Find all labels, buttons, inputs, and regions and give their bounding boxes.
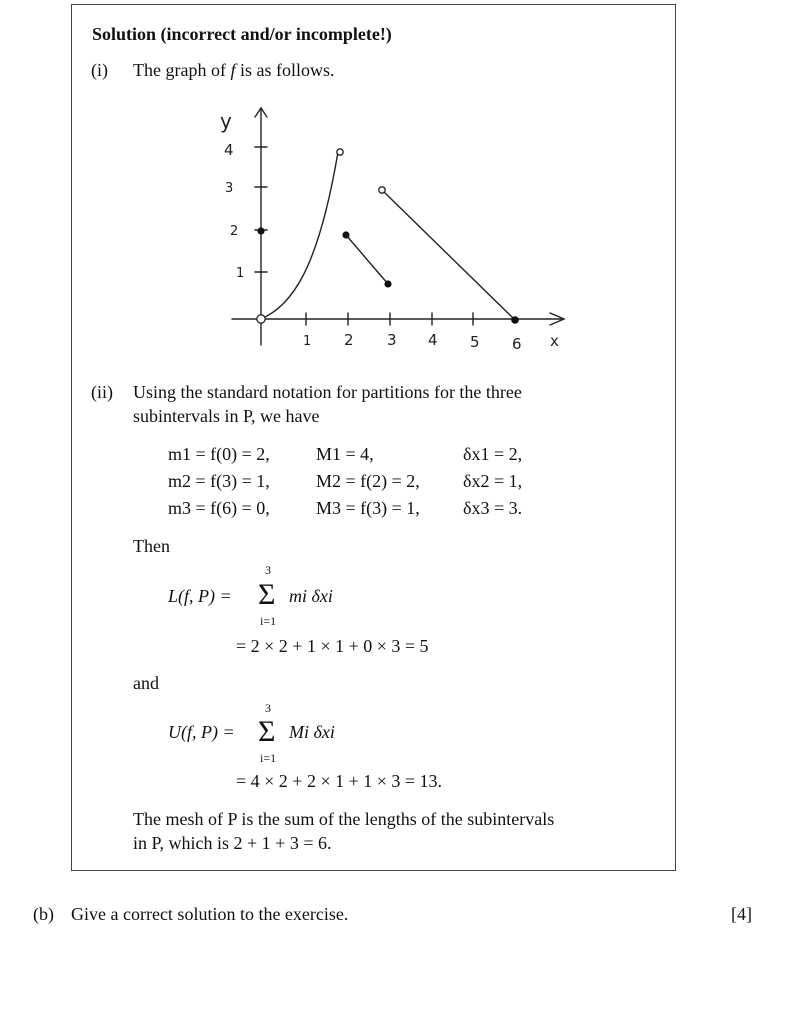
closed-point — [257, 227, 264, 234]
dx3-equation: δx3 = 3. — [463, 498, 523, 518]
lower-sum-lhs: L(f, P) = — [168, 586, 232, 606]
dx1-equation: δx1 = 2, — [463, 444, 523, 464]
function-graph — [210, 100, 590, 355]
lower-sum-lower-limit: i=1 — [260, 614, 277, 628]
m3-equation: m3 = f(6) = 0, — [168, 498, 270, 518]
x-tick-label: 2 — [344, 331, 354, 349]
lower-sum-sigma: Σ — [258, 578, 276, 611]
mesh-line1: The mesh of P is the sum of the lengths of the subintervals — [133, 809, 555, 829]
open-point — [337, 149, 343, 155]
y-axis-label: y — [220, 109, 232, 133]
upper-sum-lhs: U(f, P) = — [168, 722, 235, 742]
mesh-line2: in P, which is 2 + 1 + 3 = 6. — [133, 833, 332, 853]
closed-point — [511, 316, 519, 324]
part-ii-label: (ii) — [91, 382, 113, 402]
y-tick-label: 2 — [230, 224, 239, 239]
upper-sum-sigma: Σ — [258, 715, 276, 748]
then-label: Then — [133, 536, 170, 556]
lower-sum-upper-limit: 3 — [265, 563, 271, 577]
M2-equation: M2 = f(2) = 2, — [316, 471, 420, 491]
closed-point — [342, 231, 349, 238]
open-point — [379, 187, 385, 193]
origin-point — [257, 315, 265, 323]
x-tick-label: 5 — [470, 333, 480, 351]
upper-sum-lower-limit: i=1 — [260, 751, 277, 765]
upper-sum-upper-limit: 3 — [265, 701, 271, 715]
part-b-label: (b) — [33, 904, 54, 924]
upper-sum-term: Mi δxi — [289, 722, 335, 742]
closed-point — [384, 280, 391, 287]
dx2-equation: δx2 = 1, — [463, 471, 523, 491]
upper-sum-result: = 4 × 2 + 2 × 1 + 1 × 3 = 13. — [236, 771, 443, 791]
curve-segment — [261, 152, 338, 319]
x-tick-label: 3 — [387, 331, 397, 349]
y-tick-label: 4 — [224, 141, 234, 159]
lower-sum-result: = 2 × 2 + 1 × 1 + 0 × 3 = 5 — [236, 636, 429, 656]
part-b-text: Give a correct solution to the exercise. — [71, 904, 349, 924]
part-i-text: The graph of f is as follows. — [133, 60, 335, 80]
part-ii-line1: Using the standard notation for partitions for the three — [133, 382, 522, 402]
y-tick-label: 1 — [236, 266, 245, 281]
x-tick-label: 6 — [512, 335, 522, 353]
m2-equation: m2 = f(3) = 1, — [168, 471, 270, 491]
x-axis-label: x — [550, 332, 559, 350]
part-i-label: (i) — [91, 60, 108, 80]
y-tick-label: 3 — [225, 181, 234, 196]
x-tick-label: 4 — [428, 331, 438, 349]
line-segment-middle — [346, 235, 388, 284]
and-label: and — [133, 673, 159, 693]
x-tick-label: 1 — [303, 334, 312, 349]
M1-equation: M1 = 4, — [316, 444, 374, 464]
M3-equation: M3 = f(3) = 1, — [316, 498, 420, 518]
m1-equation: m1 = f(0) = 2, — [168, 444, 270, 464]
solution-heading: Solution (incorrect and/or incomplete!) — [92, 24, 392, 44]
line-segment-right — [382, 190, 515, 320]
part-b-marks: [4] — [731, 904, 752, 924]
lower-sum-term: mi δxi — [289, 586, 333, 606]
part-ii-line2: subintervals in P, we have — [133, 406, 320, 426]
